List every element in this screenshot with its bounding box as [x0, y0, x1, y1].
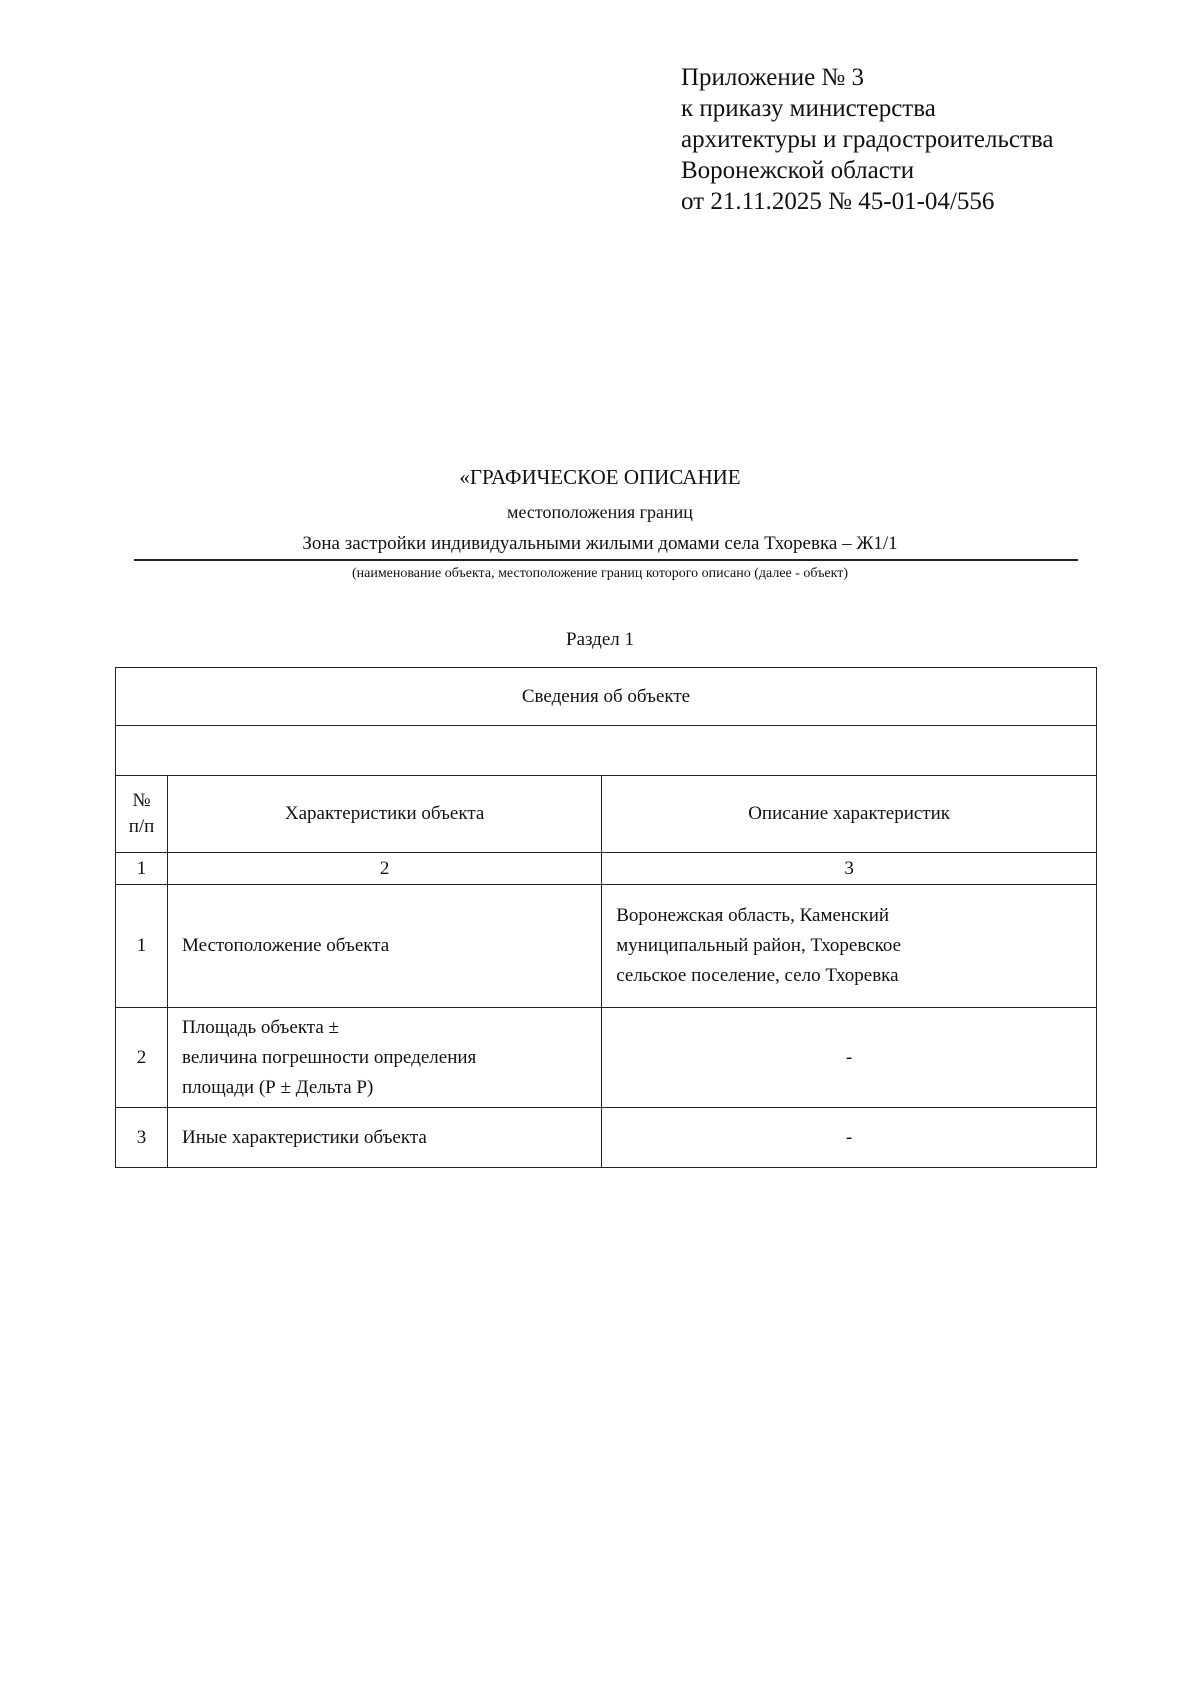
appendix-line: Приложение № 3: [681, 64, 865, 91]
section-title: Раздел 1: [566, 629, 634, 650]
object-name-underline: [134, 559, 1078, 561]
table-empty-row: [116, 726, 1097, 776]
table-empty-cell: [116, 726, 1097, 776]
row-characteristic: Местоположение объекта: [168, 885, 602, 1008]
column-number: 2: [168, 853, 602, 885]
table-row: [116, 1108, 1097, 1168]
table-header-row: [116, 776, 1097, 853]
row-number: 1: [116, 885, 168, 1008]
table-caption: Сведения об объекте: [116, 668, 1097, 726]
row-number: 2: [116, 1008, 168, 1108]
column-header-number: № п/п: [116, 776, 168, 853]
table-row: [116, 885, 1097, 1008]
object-name: Зона застройки индивидуальными жилыми домами села Тхоревка – Ж1/1: [302, 533, 898, 554]
appendix-line: архитектуры и градостроительства: [681, 126, 1054, 153]
table-column-numbers-row: [116, 853, 1097, 885]
document-title: «ГРАФИЧЕСКОЕ ОПИСАНИЕ: [459, 465, 741, 489]
column-header-characteristic: Характеристики объекта: [168, 776, 602, 853]
column-header-description: Описание характеристик: [602, 776, 1097, 853]
row-description: -: [602, 1008, 1097, 1108]
row-number: 3: [116, 1108, 168, 1168]
column-number: 1: [116, 853, 168, 885]
row-description: Воронежская область, Каменский муниципальный район, Тхоревское сельское поселение, село Тхоревка: [602, 885, 1097, 1008]
appendix-line: от 21.11.2025 № 45-01-04/556: [681, 188, 995, 215]
object-name-note: (наименование объекта, местоположение границ которого описано (далее - объект): [351, 566, 849, 581]
column-number: 3: [602, 853, 1097, 885]
row-characteristic: Площадь объекта ± величина погрешности определения площади (Р ± Дельта Р): [168, 1008, 602, 1108]
document-subtitle: местоположения границ: [507, 502, 693, 522]
table-row: [116, 1008, 1097, 1108]
row-characteristic: Иные характеристики объекта: [168, 1108, 602, 1168]
appendix-block: [681, 62, 1053, 217]
appendix-line: Воронежской области: [681, 157, 915, 184]
row-description: -: [602, 1108, 1097, 1168]
table-caption-row: [116, 668, 1097, 726]
object-info-table: [115, 667, 1097, 1168]
appendix-line: к приказу министерства: [681, 95, 936, 122]
